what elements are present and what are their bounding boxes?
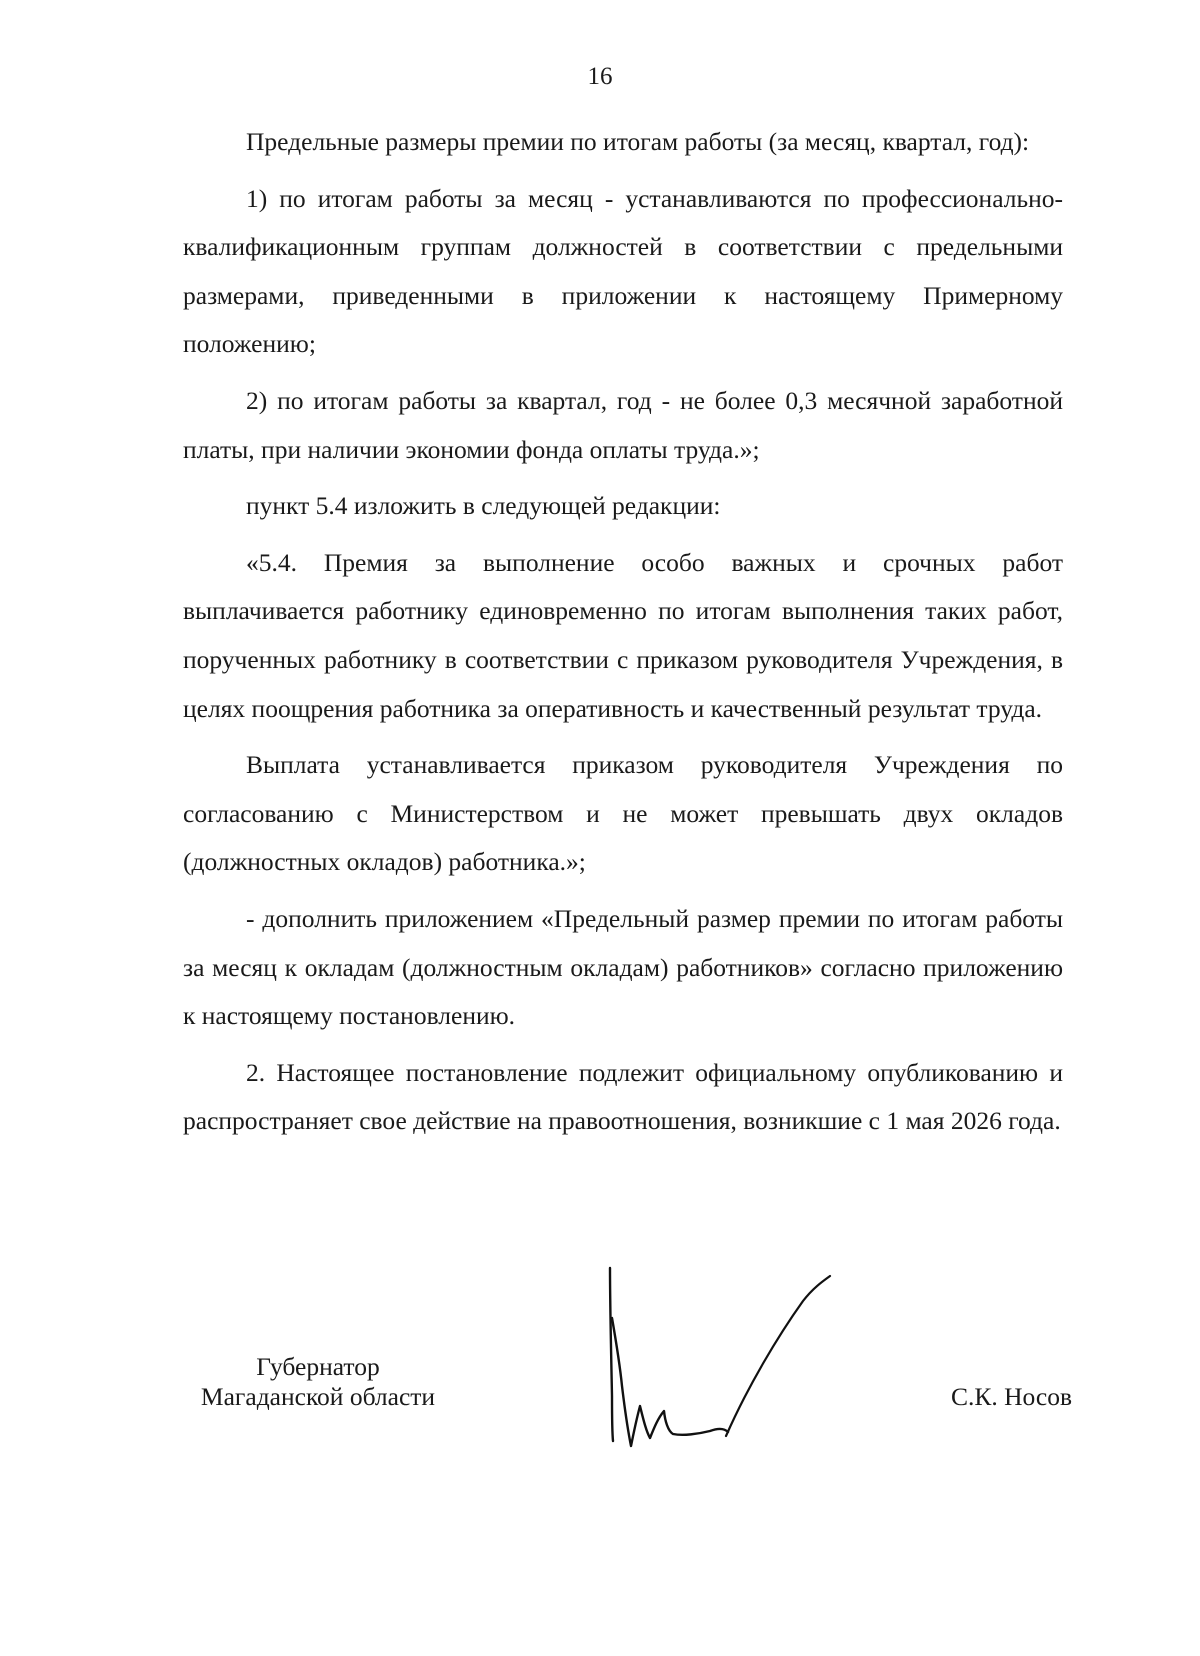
page-number: 16 [587,63,613,90]
document-body [183,118,1063,1146]
signer-position-line-1: Губернатор [256,1352,380,1381]
paragraph-appendix-addition: - дополнить приложением «Предельный размер премии по итогам работы за месяц к окладам (должностным окладам) работников» согласно приложению к настоящему постановлению. [183,903,1063,1031]
signer-name: С.К. Носов [950,1382,1072,1411]
paragraph-monthly-bonus: 1) по итогам работы за месяц - устанавливаются по профессионально-квалификационным группам должностей в соответствии с предельными размерами, приведенными в приложении к настоящему Примерному положению; [183,183,1063,359]
paragraph-effective-date: 2. Настоящее постановление подлежит официальному опубликованию и распространяет свое действие на правоотношения, возникшие с 1 мая 2026 года. [183,1057,1063,1136]
signer-position-line-2: Магаданской области [200,1382,436,1411]
paragraph-payment-order: Выплата устанавливается приказом руководителя Учреждения по согласованию с Министерством и не может превышать двух окладов (должностных окладов) работника.»; [183,750,1063,877]
paragraph-bonus-limits-intro: Предельные размеры премии по итогам работы (за месяц, квартал, год): [246,127,1030,156]
paragraph-clause-5-4-intro: пункт 5.4 изложить в следующей редакции: [246,491,721,521]
handwritten-signature [598,1246,898,1486]
paragraph-quarterly-bonus: 2) по итогам работы за квартал, год - не более 0,3 месячной заработной платы, при наличии экономии фонда оплаты труда.»; [183,385,1063,464]
signer-position [183,1352,453,1412]
paragraph-clause-5-4: «5.4. Премия за выполнение особо важных и срочных работ выплачивается работнику единовременно по итогам выполнения таких работ, порученных работнику в соответствии с приказом руководителя Учреждения, в целях поощрения работника за оперативность и качественный результат труда. [183,547,1063,723]
